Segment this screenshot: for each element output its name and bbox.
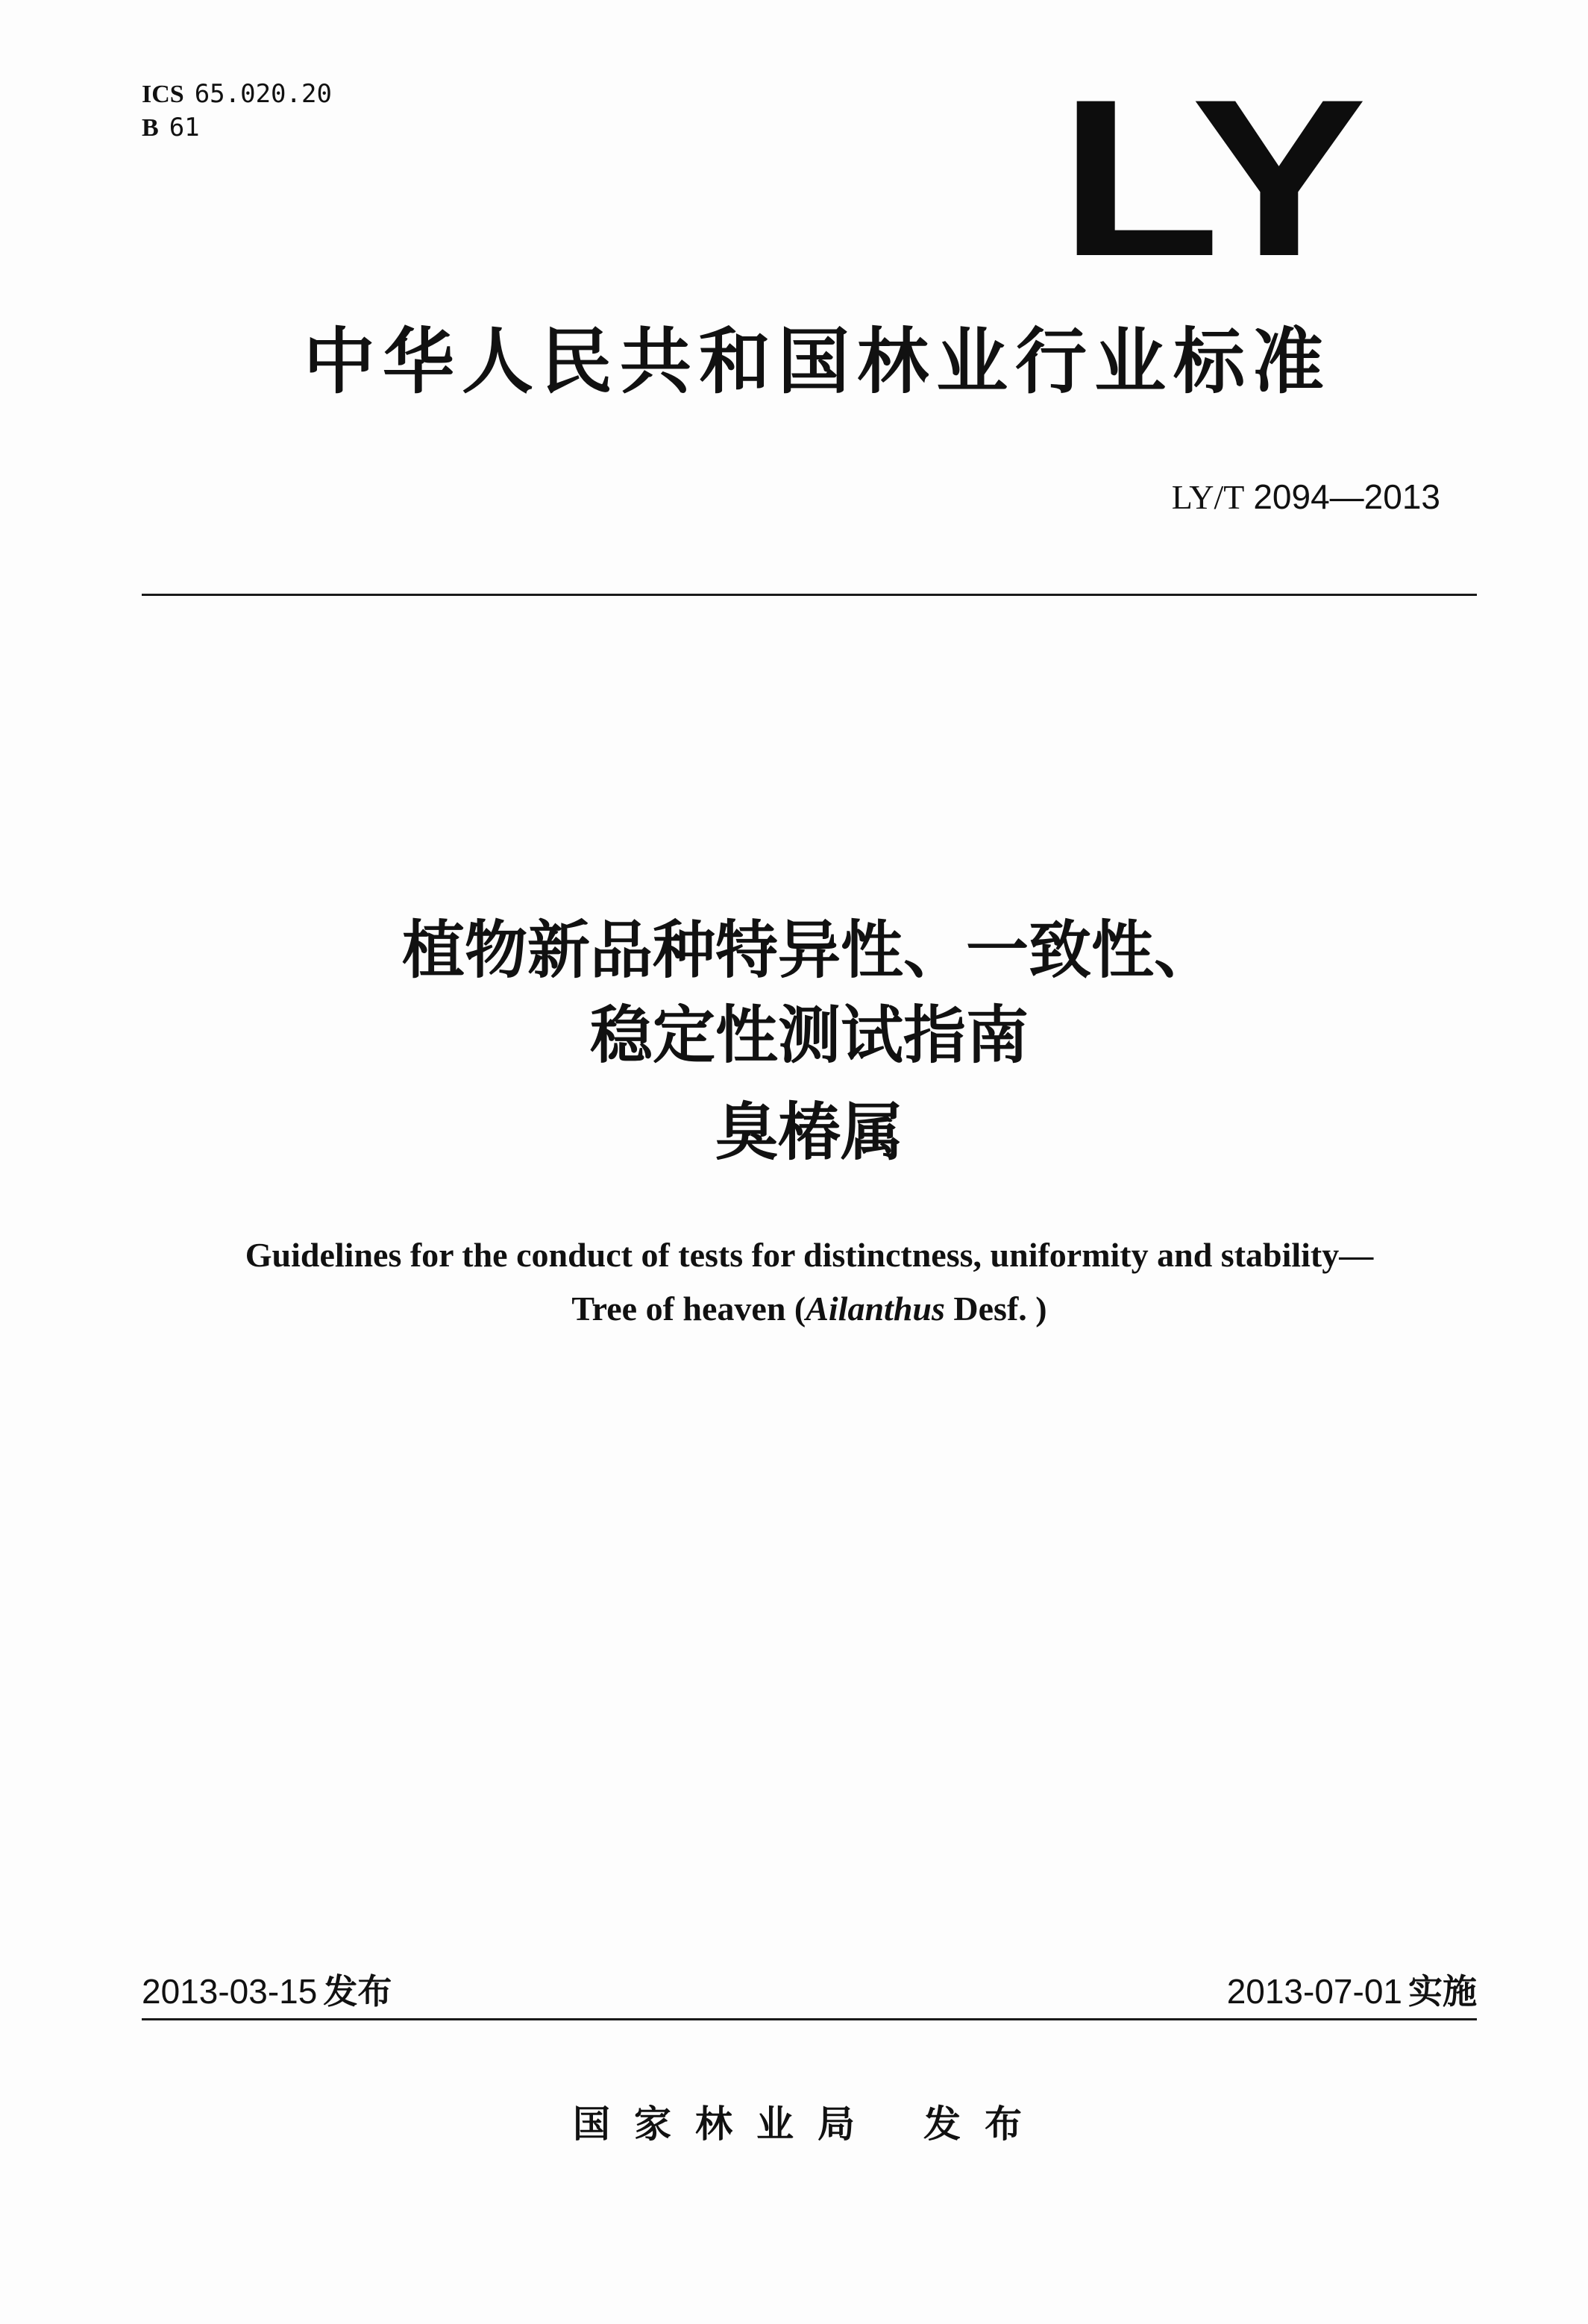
english-title-common-name: Tree of heaven ( [571,1290,806,1328]
publisher-action: 发布 [923,2102,1046,2146]
english-title-authority: Desf. ) [944,1290,1047,1328]
chinese-title-line-3: 臭椿属 [715,1096,903,1169]
footer-divider [142,2018,1477,2020]
classification-codes [142,78,332,145]
standard-number [1172,474,1440,520]
chinese-title-line-2: 稳定性测试指南 [589,999,1029,1072]
ccs-line [142,111,332,145]
ly-brand-mark: LY [1059,52,1362,303]
english-title-line-2 [112,1286,1507,1332]
english-title-line-1: Guidelines for the conduct of tests for distinctness, uniformity and stability— [245,1236,1374,1274]
standard-category-title: 中华人民共和国林业行业标准 [304,320,1331,403]
ics-label: ICS [142,81,184,108]
standard-number-prefix: LY/T [1171,478,1245,516]
ics-line [142,78,332,111]
ccs-label: B [142,114,159,142]
ccs-code: 61 [169,113,200,142]
standard-number-value: 2094—2013 [1253,477,1440,516]
implementation-date [1227,1969,1477,2014]
issue-date-value: 2013-03-15 [142,1972,318,2011]
ics-code: 65.020.20 [194,79,332,109]
english-title-genus: Ailanthus [806,1290,945,1328]
issue-date-label: 发布 [323,1971,392,2011]
publisher-line [142,2100,1477,2148]
implementation-date-label: 实施 [1408,1971,1477,2011]
issue-date [142,1969,392,2014]
header-divider [142,594,1477,596]
publisher-organization: 国家林业局 [573,2102,879,2146]
implementation-date-value: 2013-07-01 [1226,1972,1402,2011]
chinese-title-line-1: 植物新品种特异性、一致性、 [401,914,1217,987]
